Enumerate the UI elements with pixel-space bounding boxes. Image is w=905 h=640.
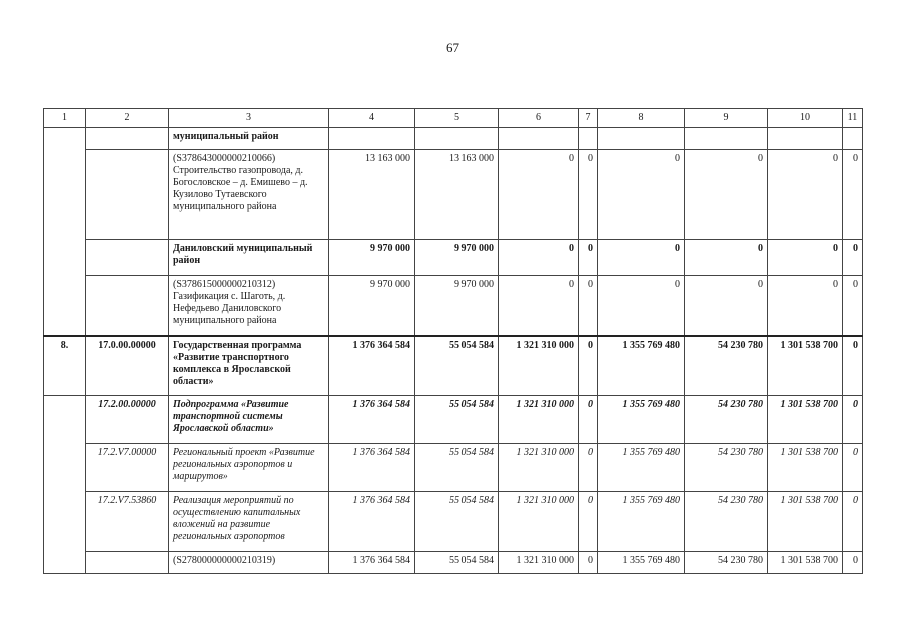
value-cell: 55 054 584 — [415, 492, 499, 552]
value-cell — [685, 128, 768, 150]
value-cell: 0 — [579, 396, 598, 444]
value-cell: 1 301 538 700 — [768, 552, 843, 574]
value-cell: 9 970 000 — [415, 240, 499, 276]
value-cell: 1 355 769 480 — [598, 396, 685, 444]
row-code: 17.2.V7.00000 — [86, 444, 169, 492]
value-cell: 9 970 000 — [329, 276, 415, 336]
row-name: Реализация мероприятий по осуществлению капитальных вложений на развитие региональных аэропортов — [169, 492, 329, 552]
value-cell: 0 — [579, 276, 598, 336]
value-cell: 1 301 538 700 — [768, 336, 843, 396]
value-cell: 0 — [579, 240, 598, 276]
value-cell: 1 301 538 700 — [768, 444, 843, 492]
row-code — [86, 150, 169, 240]
column-header: 10 — [768, 109, 843, 128]
table-row — [44, 336, 863, 396]
table-row — [44, 150, 863, 240]
value-cell: 0 — [579, 492, 598, 552]
value-cell: 0 — [499, 150, 579, 240]
row-code — [86, 552, 169, 574]
value-cell: 55 054 584 — [415, 336, 499, 396]
column-header: 8 — [598, 109, 685, 128]
value-cell: 55 054 584 — [415, 396, 499, 444]
row-code: 17.2.00.00000 — [86, 396, 169, 444]
header-row — [44, 109, 863, 128]
value-cell: 54 230 780 — [685, 492, 768, 552]
row-code — [86, 240, 169, 276]
value-cell — [499, 128, 579, 150]
value-cell: 13 163 000 — [329, 150, 415, 240]
row-index-cell — [44, 128, 86, 336]
row-name: (S378615000000210312) Газификация с. Шаготь, д. Нефедьево Даниловского муниципального района — [169, 276, 329, 336]
column-header: 2 — [86, 109, 169, 128]
value-cell: 0 — [598, 240, 685, 276]
value-cell: 0 — [579, 552, 598, 574]
value-cell: 13 163 000 — [415, 150, 499, 240]
value-cell: 0 — [843, 396, 863, 444]
table-row — [44, 128, 863, 150]
value-cell: 1 321 310 000 — [499, 492, 579, 552]
column-header: 6 — [499, 109, 579, 128]
value-cell: 9 970 000 — [329, 240, 415, 276]
value-cell: 0 — [579, 150, 598, 240]
value-cell: 0 — [843, 444, 863, 492]
value-cell: 0 — [598, 150, 685, 240]
value-cell — [598, 128, 685, 150]
value-cell: 1 355 769 480 — [598, 552, 685, 574]
value-cell: 0 — [843, 276, 863, 336]
value-cell: 1 355 769 480 — [598, 336, 685, 396]
value-cell — [579, 128, 598, 150]
value-cell: 1 376 364 584 — [329, 444, 415, 492]
row-code — [86, 276, 169, 336]
row-name: (S278000000000210319) — [169, 552, 329, 574]
value-cell: 1 355 769 480 — [598, 444, 685, 492]
value-cell: 1 376 364 584 — [329, 552, 415, 574]
column-header: 4 — [329, 109, 415, 128]
table-row — [44, 552, 863, 574]
row-name: (S378643000000210066) Строительство газопровода, д. Богословское – д. Емишево – д. Кузилово Тутаевского муниципального района — [169, 150, 329, 240]
row-name: Государственная программа «Развитие транспортного комплекса в Ярославской области» — [169, 336, 329, 396]
column-header: 7 — [579, 109, 598, 128]
value-cell: 0 — [499, 276, 579, 336]
value-cell: 1 321 310 000 — [499, 444, 579, 492]
value-cell: 0 — [685, 276, 768, 336]
value-cell: 54 230 780 — [685, 396, 768, 444]
value-cell: 1 376 364 584 — [329, 336, 415, 396]
table-row — [44, 240, 863, 276]
column-header: 5 — [415, 109, 499, 128]
column-header: 11 — [843, 109, 863, 128]
value-cell: 1 301 538 700 — [768, 492, 843, 552]
value-cell: 0 — [843, 336, 863, 396]
value-cell — [768, 128, 843, 150]
value-cell: 0 — [685, 240, 768, 276]
value-cell: 1 321 310 000 — [499, 552, 579, 574]
column-header: 3 — [169, 109, 329, 128]
table-row — [44, 444, 863, 492]
value-cell: 0 — [499, 240, 579, 276]
row-index-cell — [44, 396, 86, 574]
value-cell — [843, 128, 863, 150]
value-cell — [415, 128, 499, 150]
value-cell: 0 — [768, 240, 843, 276]
row-name: Региональный проект «Развитие региональных аэропортов и маршрутов» — [169, 444, 329, 492]
value-cell: 0 — [768, 150, 843, 240]
value-cell: 54 230 780 — [685, 336, 768, 396]
value-cell: 1 301 538 700 — [768, 396, 843, 444]
table-row — [44, 396, 863, 444]
column-header: 9 — [685, 109, 768, 128]
value-cell — [329, 128, 415, 150]
value-cell: 54 230 780 — [685, 552, 768, 574]
value-cell: 1 376 364 584 — [329, 396, 415, 444]
table-row — [44, 276, 863, 336]
table-row — [44, 492, 863, 552]
value-cell: 1 355 769 480 — [598, 492, 685, 552]
value-cell: 0 — [843, 240, 863, 276]
value-cell: 0 — [598, 276, 685, 336]
value-cell: 1 321 310 000 — [499, 396, 579, 444]
row-code: 17.0.00.00000 — [86, 336, 169, 396]
value-cell: 54 230 780 — [685, 444, 768, 492]
value-cell: 0 — [768, 276, 843, 336]
row-code — [86, 128, 169, 150]
row-name: муниципальный район — [169, 128, 329, 150]
value-cell: 1 376 364 584 — [329, 492, 415, 552]
value-cell: 9 970 000 — [415, 276, 499, 336]
value-cell: 0 — [579, 444, 598, 492]
value-cell: 0 — [843, 552, 863, 574]
value-cell: 0 — [579, 336, 598, 396]
budget-table — [43, 108, 863, 574]
column-header: 1 — [44, 109, 86, 128]
row-code: 17.2.V7.53860 — [86, 492, 169, 552]
row-name: Подпрограмма «Развитие транспортной системы Ярославской области» — [169, 396, 329, 444]
value-cell: 55 054 584 — [415, 552, 499, 574]
value-cell: 0 — [843, 150, 863, 240]
value-cell: 0 — [685, 150, 768, 240]
value-cell: 0 — [843, 492, 863, 552]
page-number: 67 — [446, 40, 459, 55]
value-cell: 1 321 310 000 — [499, 336, 579, 396]
row-name: Даниловский муниципальный район — [169, 240, 329, 276]
row-index: 8. — [44, 336, 86, 396]
value-cell: 55 054 584 — [415, 444, 499, 492]
